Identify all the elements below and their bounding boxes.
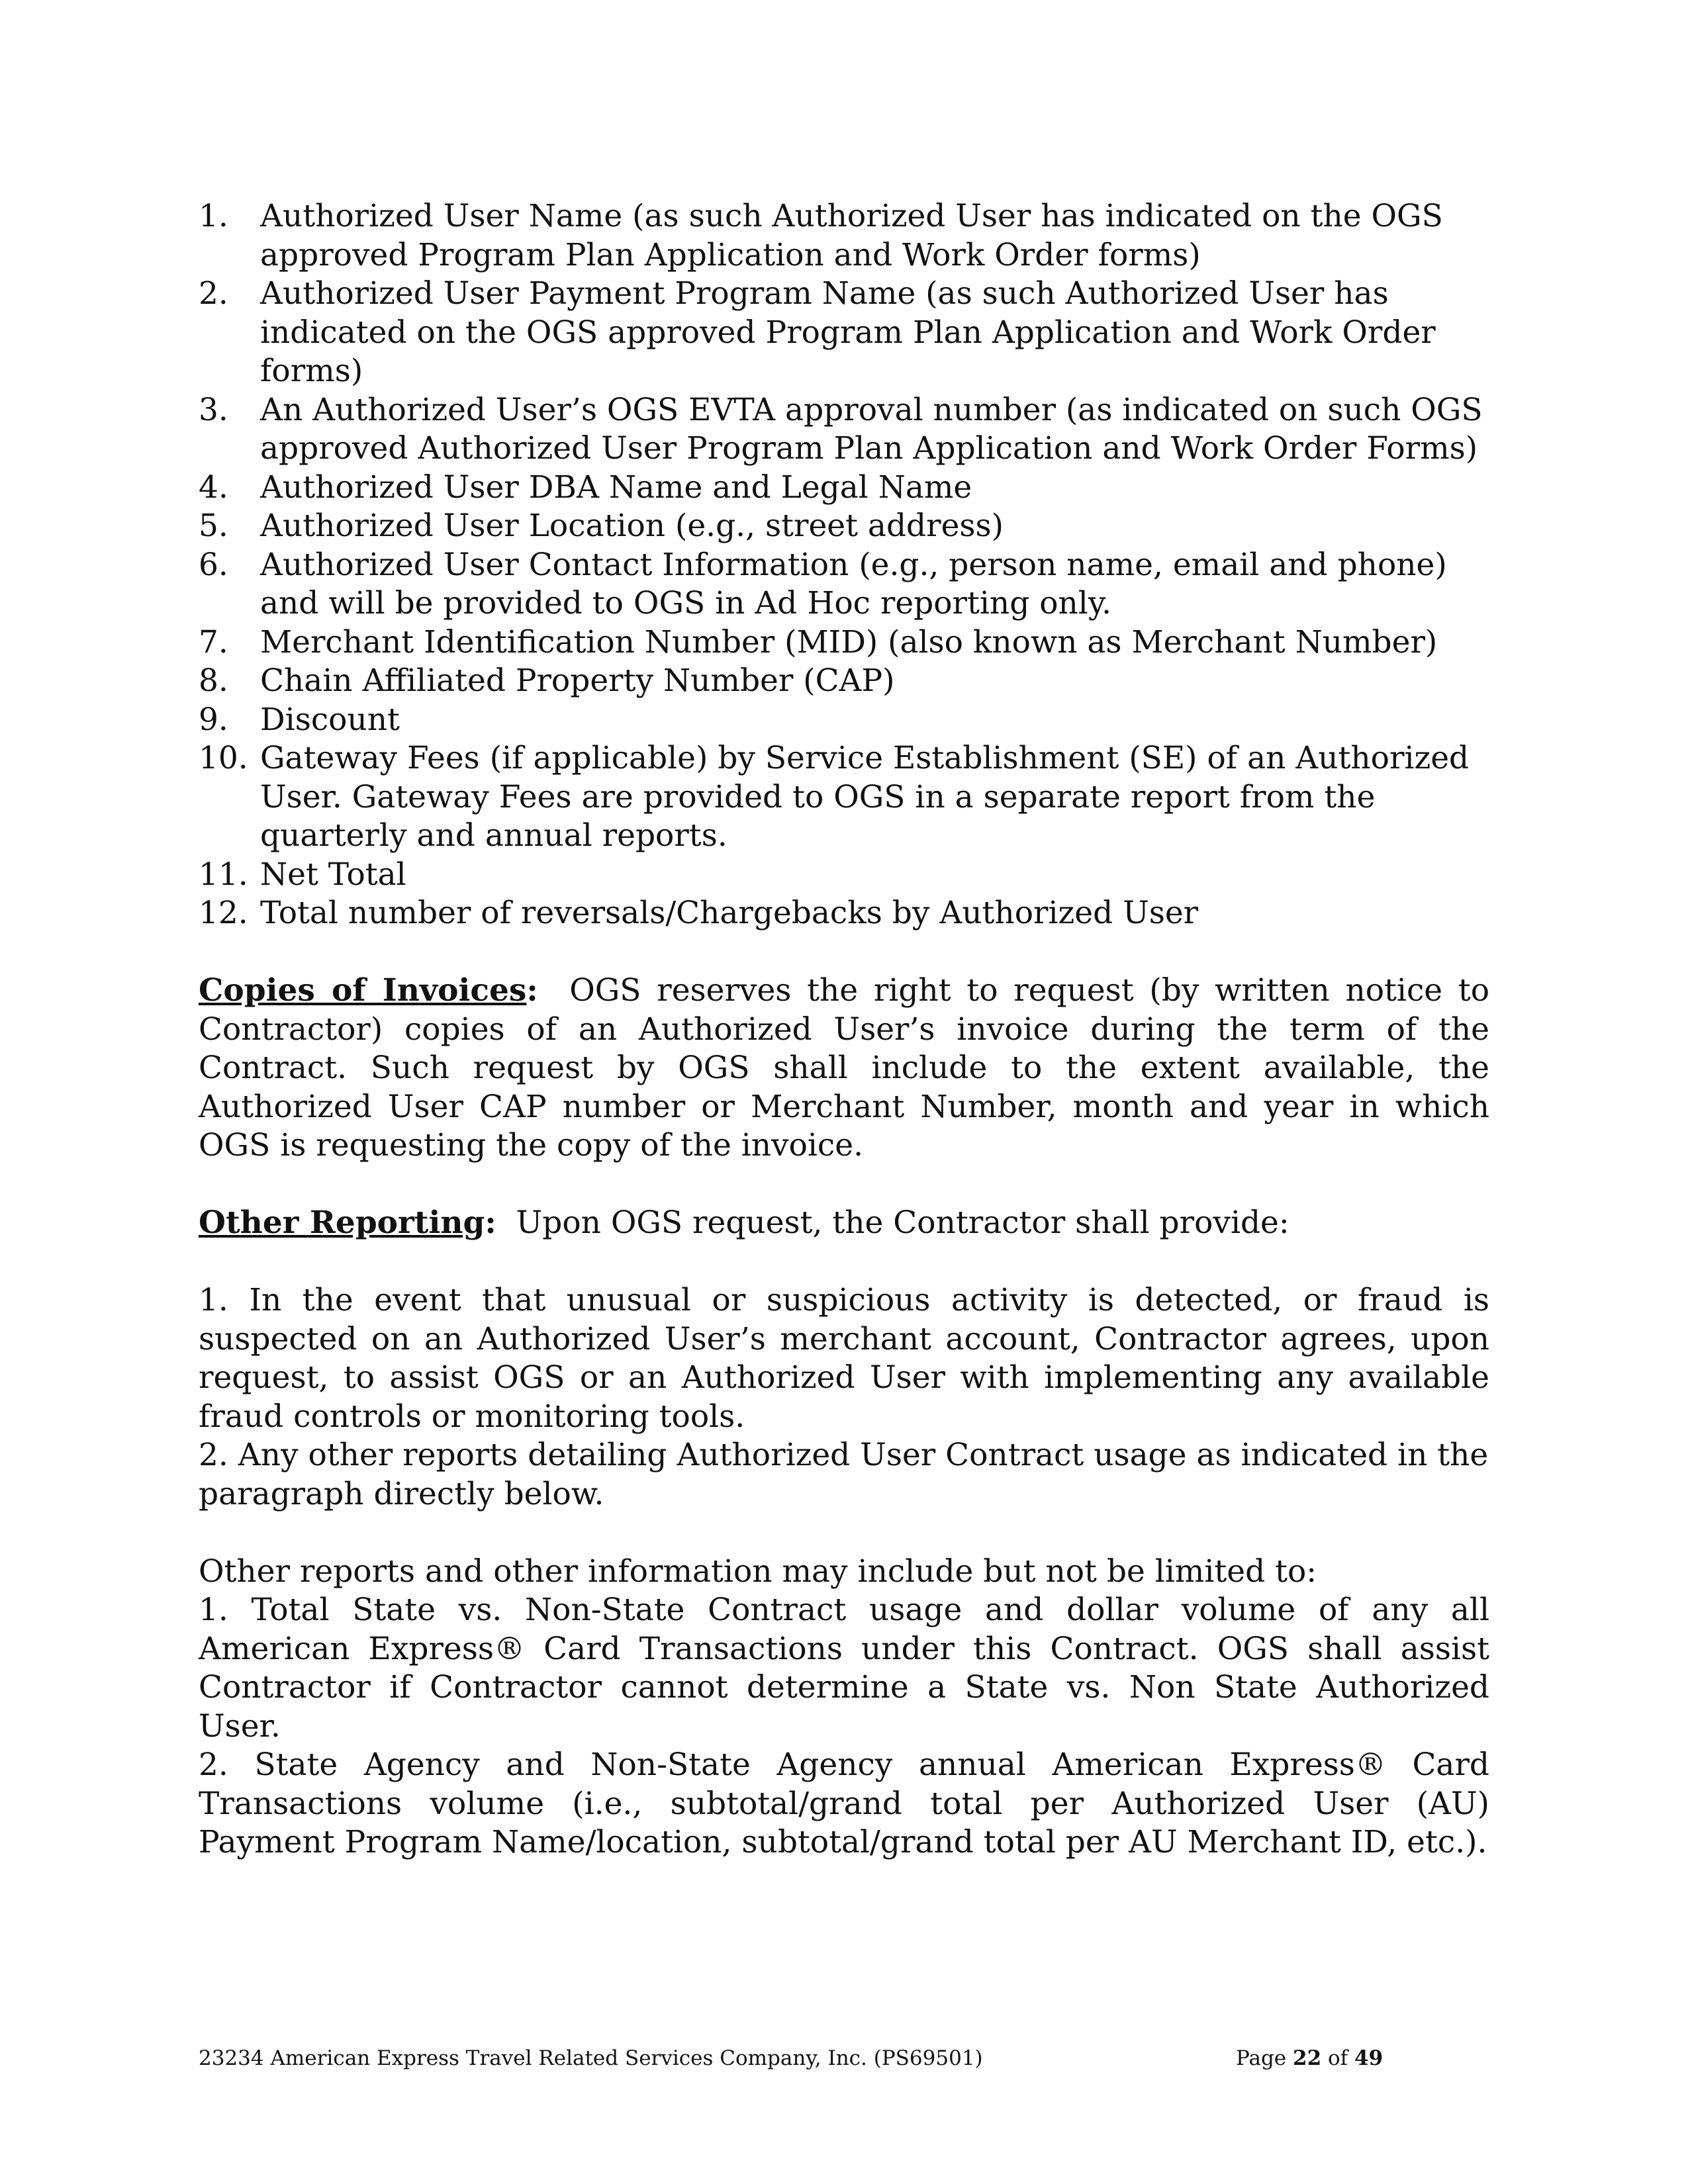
list-item-text: Discount [260, 701, 400, 738]
list-item-text: Authorized User Name (as such Authorized User has indicated on the OGS approved Program Plan Application and Work Order forms) [260, 198, 1443, 273]
list-item-text: Net Total [260, 856, 406, 893]
list-item-number: 6. [199, 546, 228, 583]
other-reports-intro: Other reports and other information may include but not be limited to: [199, 1553, 1317, 1590]
list-item-number: 11. [199, 856, 248, 893]
other-reporting-paragraph [199, 1204, 1489, 1243]
page-word: Page [1236, 2046, 1287, 2070]
list-item-number: 10. [199, 740, 248, 776]
list-item [199, 391, 1489, 469]
page-content [199, 197, 1489, 1862]
list-item-text: Authorized User Location (e.g., street address) [260, 508, 1004, 544]
list-item-text: Authorized User Payment Program Name (as such Authorized User has indicated on the OGS approved Program Plan Application and Work Order forms) [260, 275, 1436, 389]
heading-colon: : [485, 1205, 496, 1241]
other-reports-section [199, 1553, 1489, 1862]
other-reporting-item: 1. In the event that unusual or suspicious activity is detected, or fraud is suspected on an Authorized User’s merchant account, Contractor agrees, upon request, to assist OGS or an Authorized User with implementing any available fraud controls or monitoring tools. [199, 1282, 1489, 1435]
list-item [199, 701, 1489, 740]
list-item-text: Chain Affiliated Property Number (CAP) [260, 662, 895, 699]
list-item [199, 662, 1489, 701]
copies-of-invoices-text: OGS reserves the right to request (by written notice to Contractor) copies of an Authorized User’s invoice during the term of the Contract. Such request by OGS shall include to the extent available, the Authorized User CAP number or Merchant Number, month and year in which OGS is requesting the copy of the invoice. [199, 972, 1489, 1163]
list-item-number: 7. [199, 623, 228, 660]
other-reporting-text: Upon OGS request, the Contractor shall provide: [516, 1205, 1289, 1241]
list-item [199, 856, 1489, 895]
list-item-text: Gateway Fees (if applicable) by Service Establishment (SE) of an Authorized User. Gateway Fees are provided to OGS in a separate report from the quarterly and annual reports. [260, 740, 1470, 854]
footer-contract-info: 23234 American Express Travel Related Services Company, Inc. (PS69501) [199, 2046, 983, 2070]
heading-colon: : [526, 972, 538, 1009]
other-reporting-item: 2. Any other reports detailing Authorized User Contract usage as indicated in the paragraph directly below. [199, 1437, 1489, 1512]
list-item [199, 507, 1489, 546]
list-item-number: 2. [199, 275, 228, 312]
list-item-number: 9. [199, 701, 228, 738]
other-reporting-list [199, 1281, 1489, 1514]
list-item-number: 12. [199, 895, 248, 931]
total-pages: 49 [1354, 2046, 1383, 2070]
page-number [1236, 2045, 1383, 2071]
other-reports-item: 1. Total State vs. Non-State Contract usage and dollar volume of any all American Express® Card Transactions under this Contract. OGS shall assist Contractor if Contractor cannot determine a State vs. Non State Authorized User. [199, 1592, 1489, 1745]
other-reporting-heading: Other Reporting [199, 1205, 485, 1241]
list-item-text: Merchant Identification Number (MID) (also known as Merchant Number) [260, 623, 1438, 660]
current-page: 22 [1293, 2046, 1322, 2070]
of-word: of [1328, 2046, 1348, 2070]
list-item-text: Authorized User Contact Information (e.g., person name, email and phone) and will be provided to OGS in Ad Hoc reporting only. [260, 546, 1447, 621]
other-reports-item: 2. State Agency and Non-State Agency annual American Express® Card Transactions volume (i.e., subtotal/grand total per Authorized User (AU) Payment Program Name/location, subtotal/grand total per AU Merchant ID, etc.). [199, 1747, 1489, 1860]
list-item [199, 546, 1489, 623]
list-item-text: Total number of reversals/Chargebacks by Authorized User [260, 895, 1199, 931]
reporting-fields-list [199, 197, 1489, 933]
list-item-text: Authorized User DBA Name and Legal Name [260, 469, 972, 506]
list-item-text: An Authorized User’s OGS EVTA approval number (as indicated on such OGS approved Authorized User Program Plan Application and Work Order Forms) [260, 391, 1483, 467]
list-item [199, 197, 1489, 275]
list-item [199, 275, 1489, 391]
list-item-number: 3. [199, 391, 228, 428]
copies-of-invoices-paragraph [199, 972, 1489, 1165]
list-item [199, 623, 1489, 662]
list-item-number: 5. [199, 508, 228, 544]
list-item-number: 8. [199, 662, 228, 699]
copies-of-invoices-heading: Copies of Invoices [199, 972, 527, 1009]
list-item [199, 894, 1489, 933]
list-item-number: 1. [199, 198, 228, 234]
list-item-number: 4. [199, 469, 228, 506]
list-item [199, 469, 1489, 508]
list-item [199, 739, 1489, 856]
